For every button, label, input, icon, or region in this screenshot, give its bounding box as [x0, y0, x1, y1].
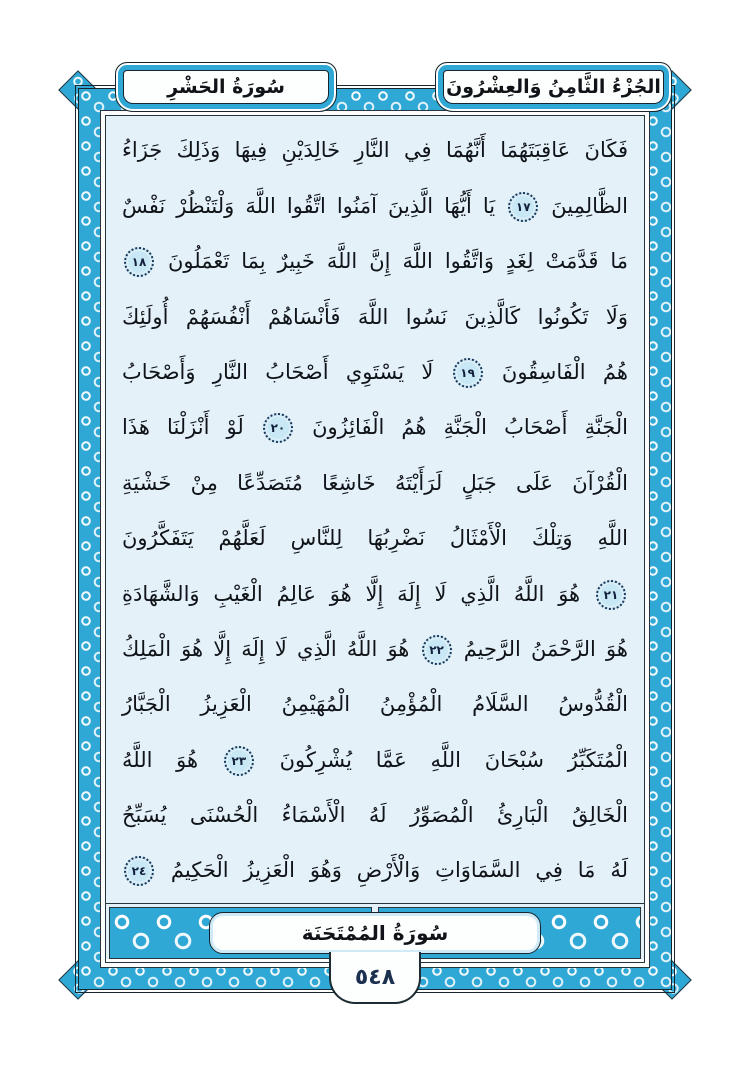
ayah-end-marker-icon: ٢٤ — [124, 856, 154, 886]
quran-line: الْخَالِقُ الْبَارِئُ الْمُصَوِّرُ لَهُ الْأَسْمَاءُ الْحُسْنَى يُسَبِّحُ — [122, 803, 628, 828]
ayah-end-marker-icon: ٢٣ — [224, 746, 254, 776]
quran-line: الْقُرْآنَ عَلَى جَبَلٍ لَرَأَيْتَهُ خَاشِعًا مُتَصَدِّعًا مِنْ خَشْيَةِ — [122, 470, 628, 495]
quran-line: وَلَا تَكُونُوا كَالَّذِينَ نَسُوا اللَّهَ فَأَنْسَاهُمْ أَنْفُسَهُمْ أُولَئِكَ — [122, 304, 628, 329]
quran-lines — [106, 116, 644, 903]
surah-header-cartouche — [115, 62, 337, 112]
decorative-border-frame — [78, 88, 672, 990]
quran-line: ٢١ هُوَ اللَّهُ الَّذِي لَا إِلَهَ إِلَّا هُوَ عَالِمُ الْغَيْبِ وَالشَّهَادَةِ — [122, 569, 628, 619]
quran-line: الْمُتَكَبِّرُ سُبْحَانَ اللَّهِ عَمَّا يُشْرِكُونَ ٢٣ هُوَ اللَّهُ — [122, 735, 628, 785]
quran-line: فَكَانَ عَاقِبَتَهُمَا أَنَّهُمَا فِي النَّارِ خَالِدَيْنِ فِيهَا وَذَلِكَ جَزَاءُ — [122, 138, 628, 163]
page-number-tab — [329, 952, 421, 1004]
ayah-end-marker-icon: ١٧ — [508, 192, 538, 222]
ayah-end-marker-icon: ٢٢ — [422, 635, 452, 665]
ayah-end-marker-icon: ١٩ — [453, 358, 483, 388]
text-panel — [105, 115, 645, 963]
next-surah-cartouche — [209, 912, 541, 954]
ayah-end-marker-icon: ٢٠ — [263, 413, 293, 443]
quran-line: الْقُدُّوسُ السَّلَامُ الْمُؤْمِنُ الْمُهَيْمِنُ الْعَزِيزُ الْجَبَّارُ — [122, 692, 628, 717]
quran-line: الظَّالِمِينَ ١٧ يَا أَيُّهَا الَّذِينَ آمَنُوا اتَّقُوا اللَّهَ وَلْتَنْظُرْ نَفْسٌ — [122, 181, 628, 231]
quran-line: هُمُ الْفَاسِقُونَ ١٩ لَا يَسْتَوِي أَصْحَابُ النَّارِ وَأَصْحَابُ — [122, 347, 628, 397]
quran-line: مَا قَدَّمَتْ لِغَدٍ وَاتَّقُوا اللَّهَ إِنَّ اللَّهَ خَبِيرٌ بِمَا تَعْمَلُونَ ١٨ — [122, 236, 628, 286]
quran-line: هُوَ الرَّحْمَنُ الرَّحِيمُ ٢٢ هُوَ اللَّهُ الَّذِي لَا إِلَهَ إِلَّا هُوَ الْمَلِكُ — [122, 624, 628, 674]
ayah-end-marker-icon: ٢١ — [596, 580, 626, 610]
juz-header-cartouche — [435, 62, 672, 112]
next-surah-label: سُورَةُ المُمْتَحَنَة — [301, 921, 449, 945]
page-number: ٥٤٨ — [354, 964, 396, 990]
surah-header-label: سُورَةُ الحَشْرِ — [167, 76, 285, 98]
quran-line: لَهُ مَا فِي السَّمَاوَاتِ وَالْأَرْضِ وَهُوَ الْعَزِيزُ الْحَكِيمُ ٢٤ — [122, 845, 628, 895]
juz-header-label: الجُزْءُ الثَّامِنُ وَالعِشْرُونَ — [446, 76, 661, 98]
quran-line: الْجَنَّةِ أَصْحَابُ الْجَنَّةِ هُمُ الْفَائِزُونَ ٢٠ لَوْ أَنْزَلْنَا هَذَا — [122, 402, 628, 452]
quran-line: اللَّهِ وَتِلْكَ الْأَمْثَالُ نَضْرِبُهَا لِلنَّاسِ لَعَلَّهُمْ يَتَفَكَّرُونَ — [122, 526, 628, 551]
ayah-end-marker-icon: ١٨ — [124, 247, 154, 277]
